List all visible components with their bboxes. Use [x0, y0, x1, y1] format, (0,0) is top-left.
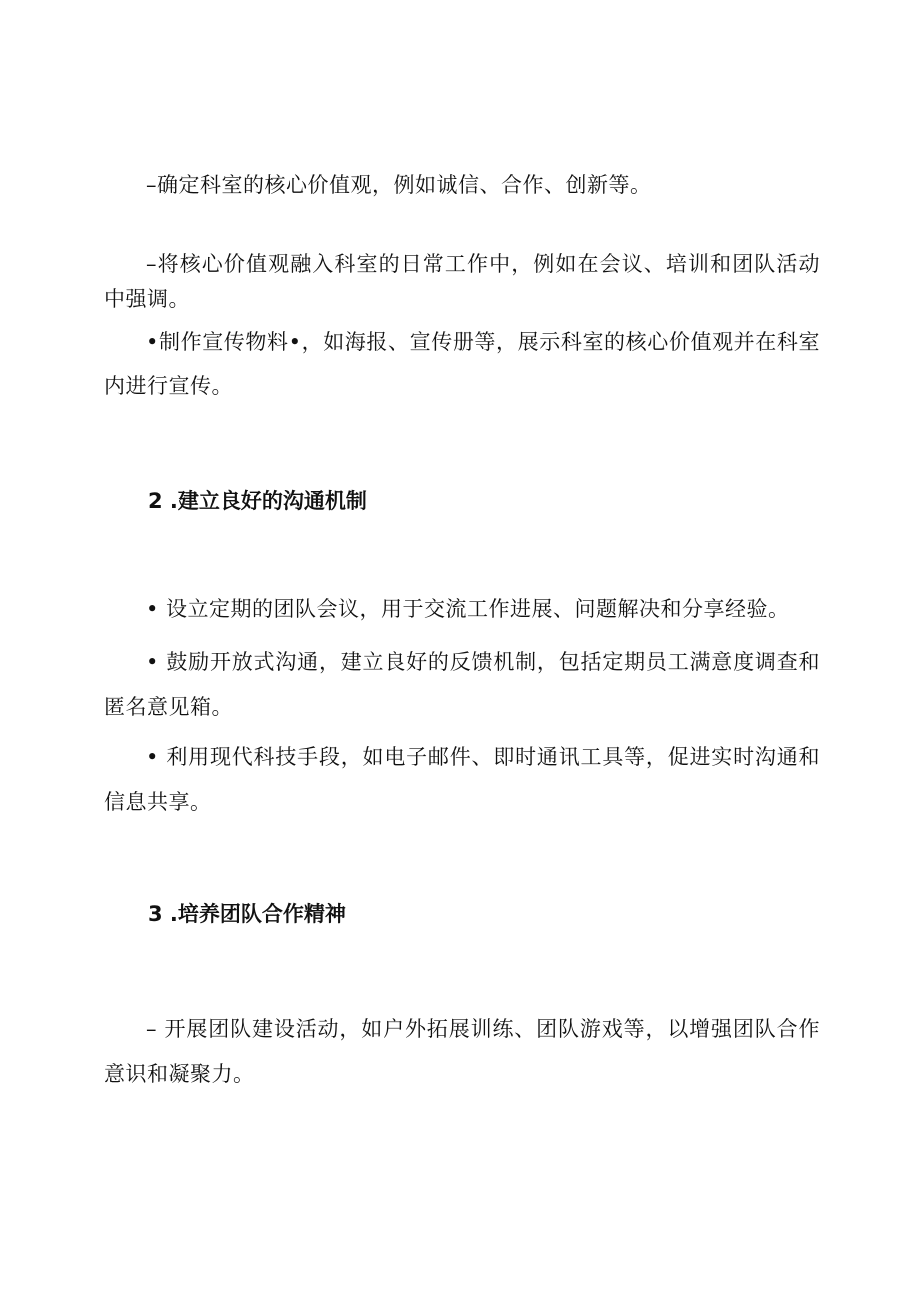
paragraph-integrate-values: –将核心价值观融入科室的日常工作中，例如在会议、培训和团队活动中强调。 — [104, 252, 820, 311]
paragraph-team-meetings: • 设立定期的团队会议，用于交流工作进展、问题解决和分享经验。 — [146, 597, 790, 621]
paragraph-team-building: – 开展团队建设活动，如户外拓展训练、团队游戏等，以增强团队合作意识和凝聚力。 — [104, 1017, 820, 1087]
section-heading-teamwork: 3 .培养团队合作精神 — [148, 902, 346, 926]
paragraph-open-communication: • 鼓励开放式沟通，建立良好的反馈机制，包括定期员工满意度调查和匿名意见箱。 — [104, 650, 820, 720]
section-heading-communication: 2 .建立良好的沟通机制 — [148, 489, 367, 513]
paragraph-promo-materials: •制作宣传物料•，如海报、宣传册等，展示科室的核心价值观并在科室内进行宣传。 — [104, 330, 820, 399]
paragraph-core-values: –确定科室的核心价值观，例如诚信、合作、创新等。 — [146, 173, 652, 197]
paragraph-modern-tech: • 利用现代科技手段，如电子邮件、即时通讯工具等，促进实时沟通和信息共享。 — [104, 745, 820, 815]
